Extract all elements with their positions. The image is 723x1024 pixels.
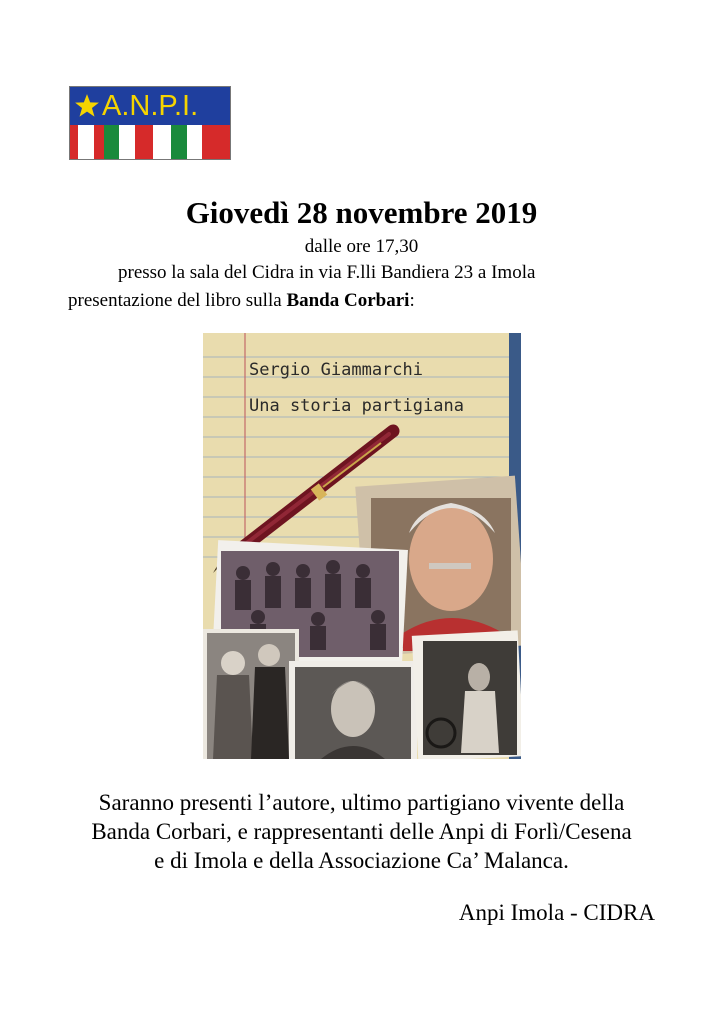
signature: Anpi Imola - CIDRA: [458, 900, 655, 925]
star-icon: [74, 93, 100, 119]
logo-flag-stripes: [70, 125, 230, 160]
event-time: dalle ore 17,30: [304, 236, 419, 257]
logo-banner: [70, 87, 230, 125]
presentation-prefix: presentazione del libro sulla: [68, 290, 287, 311]
anpi-logo: [69, 86, 231, 160]
participants-line-3: e di Imola e della Associazione Ca’ Malanca.: [154, 848, 569, 873]
participants-line-1: Saranno presenti l’autore, ultimo partigiano vivente della: [98, 790, 625, 815]
logo-text: A.N.P.I.: [102, 89, 199, 122]
book-author: Sergio Giammarchi: [249, 360, 423, 380]
participants-text: [0, 788, 723, 875]
couple-photo: [203, 629, 299, 759]
presentation-line: [68, 290, 415, 312]
presentation-suffix: :: [409, 290, 415, 311]
book-cover: [203, 333, 521, 759]
bike-photo: [412, 630, 521, 759]
child-photo: [289, 661, 417, 759]
event-place: presso la sala del Cidra in via F.lli Bandiera 23 a Imola: [118, 262, 536, 283]
event-date: Giovedì 28 novembre 2019: [185, 195, 538, 230]
participants-line-2: Banda Corbari, e rappresentanti delle Anpi di Forlì/Cesena: [91, 819, 632, 844]
presentation-bold: Banda Corbari: [286, 290, 410, 311]
book-title: Una storia partigiana: [249, 396, 464, 416]
